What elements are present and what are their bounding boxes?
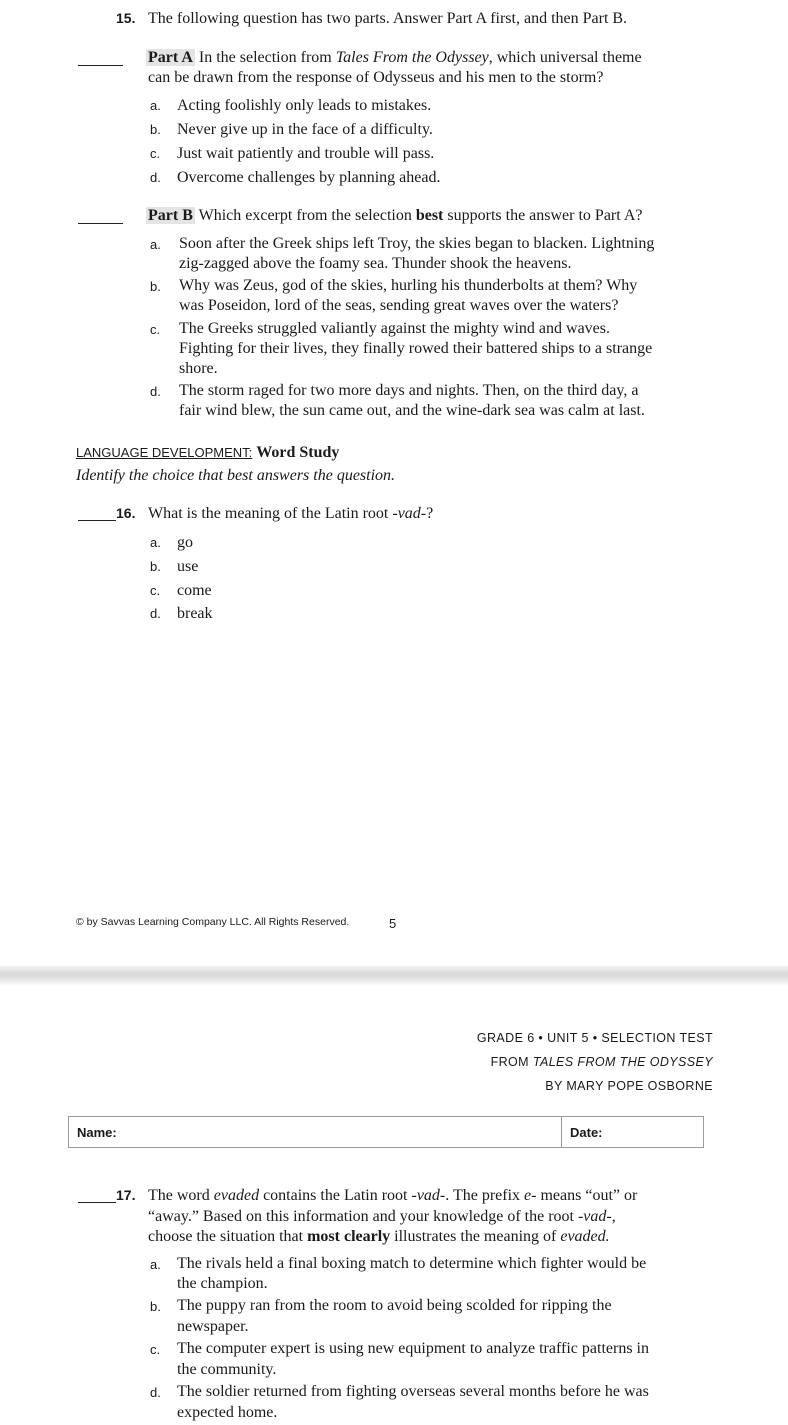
part-b-option-d-line2[interactable]: fair wind blew, the sun came out, and the wine-dark sea was calm at last. xyxy=(179,402,645,419)
section-instruction: Identify the choice that best answers the question. xyxy=(76,467,396,484)
q17-stem-line1 xyxy=(148,1186,637,1207)
q16-option-c[interactable]: come xyxy=(177,582,212,599)
part-a-option-d[interactable]: Overcome challenges by planning ahead. xyxy=(177,169,441,186)
q17-text: “away.” Based on this information and your knowledge of the root xyxy=(148,1208,578,1225)
part-b-prompt xyxy=(148,206,748,227)
option-letter: c. xyxy=(150,583,161,598)
q17-text: choose the situation that xyxy=(148,1228,308,1245)
faint-watermark xyxy=(28,62,146,108)
q17-option-a-line2[interactable]: the champion. xyxy=(177,1275,268,1292)
option-letter: d. xyxy=(150,1385,161,1400)
option-letter: b. xyxy=(150,279,161,294)
section-heading-caps: LANGUAGE DEVELOPMENT: xyxy=(76,445,253,460)
header-from: FROM xyxy=(490,1055,533,1069)
header-selection xyxy=(491,1055,713,1069)
q17-root: -vad- xyxy=(411,1187,446,1204)
part-a-book-title: Tales From the Odyssey xyxy=(335,49,489,66)
copyright-notice: © by Savvas Learning Company LLC. All Rights Reserved. xyxy=(76,916,350,928)
q17-option-c-line1[interactable]: The computer expert is using new equipment to analyze traffic patterns in xyxy=(177,1340,649,1357)
q16-option-a[interactable]: go xyxy=(177,534,193,551)
question-16-number: 16. xyxy=(116,505,136,521)
q17-option-c-line2[interactable]: the community. xyxy=(177,1361,277,1378)
q17-option-a-line1[interactable]: The rivals held a final boxing match to determine which fighter would be xyxy=(177,1255,647,1272)
part-b-option-a-line2[interactable]: zig-zagged above the foamy sea. Thunder shook the heavens. xyxy=(179,255,572,272)
q17-stem-line3 xyxy=(148,1227,610,1248)
question-16-stem xyxy=(148,504,433,525)
option-letter: d. xyxy=(150,170,161,185)
header-grade-unit: GRADE 6 • UNIT 5 • SELECTION TEST xyxy=(476,1031,713,1045)
question-15-number: 15. xyxy=(116,10,136,26)
part-b-option-c-line2[interactable]: Fighting for their lives, they finally rowed their battered ships to a strange xyxy=(179,340,653,357)
option-letter: d. xyxy=(150,606,161,621)
part-a-prompt xyxy=(148,48,748,69)
q17-option-b-line1[interactable]: The puppy ran from the room to avoid being scolded for ripping the xyxy=(177,1297,612,1314)
q17-stem-line2 xyxy=(148,1207,616,1228)
question-17-number: 17. xyxy=(116,1187,136,1203)
date-label: Date: xyxy=(570,1125,603,1140)
q16-root: -vad- xyxy=(392,505,427,522)
q17-option-d-line1[interactable]: The soldier returned from fighting overseas several months before he was xyxy=(177,1383,649,1400)
part-b-option-c-line1[interactable]: The Greeks struggled valiantly against the mighty wind and waves. xyxy=(179,320,611,337)
option-letter: c. xyxy=(150,1342,161,1357)
q17-option-d-line2[interactable]: expected home. xyxy=(177,1404,278,1421)
page-number: 5 xyxy=(389,916,397,931)
part-a-option-a[interactable]: Acting foolishly only leads to mistakes. xyxy=(177,97,432,114)
option-letter: c. xyxy=(150,322,161,337)
option-letter: c. xyxy=(150,146,161,161)
part-a-prompt-line2: can be drawn from the response of Odysseus and his men to the storm? xyxy=(148,69,604,86)
q17-root: -vad- xyxy=(577,1208,612,1225)
part-b-option-d-line1[interactable]: The storm raged for two more days and nights. Then, on the third day, a xyxy=(179,382,639,399)
q17-text: . The prefix xyxy=(445,1187,525,1204)
q16-stem-end: ? xyxy=(426,505,434,522)
part-b-text-2: supports the answer to Part A? xyxy=(443,207,643,224)
q17-bold: most clearly xyxy=(307,1228,391,1245)
q17-word: evaded. xyxy=(560,1228,610,1245)
question-15-stem: The following question has two parts. Answer Part A first, and then Part B. xyxy=(148,10,628,27)
q16-stem-text: What is the meaning of the Latin root xyxy=(148,505,393,522)
option-letter: a. xyxy=(150,1257,161,1272)
part-b-bold-word: best xyxy=(415,207,444,224)
answer-blank-15b[interactable] xyxy=(78,223,123,224)
answer-blank-15a[interactable] xyxy=(78,65,123,66)
section-heading-title: Word Study xyxy=(256,444,340,461)
option-letter: a. xyxy=(150,237,161,252)
q16-option-d[interactable]: break xyxy=(177,605,213,622)
q17-text: illustrates the meaning of xyxy=(390,1228,561,1245)
header-author: BY MARY POPE OSBORNE xyxy=(545,1079,713,1093)
answer-blank-17[interactable] xyxy=(78,1202,116,1203)
option-letter: a. xyxy=(150,535,161,550)
part-b-option-c-line3[interactable]: shore. xyxy=(179,360,218,377)
name-field[interactable] xyxy=(68,1116,562,1148)
option-letter: a. xyxy=(150,98,161,113)
part-a-text-1: In the selection from xyxy=(194,49,336,66)
section-heading xyxy=(76,443,339,464)
name-label: Name: xyxy=(77,1125,117,1140)
part-b-option-a-line1[interactable]: Soon after the Greek ships left Troy, the skies began to blacken. Lightning xyxy=(179,235,655,252)
q17-text: contains the Latin root xyxy=(259,1187,412,1204)
option-letter: d. xyxy=(150,384,161,399)
option-letter: b. xyxy=(150,559,161,574)
part-a-text-2: , which universal theme xyxy=(488,49,642,66)
part-b-label: Part B xyxy=(148,207,193,224)
q17-prefix: e- xyxy=(524,1187,537,1204)
q17-word: evaded xyxy=(213,1187,260,1204)
date-field[interactable] xyxy=(561,1116,704,1148)
header-title: TALES FROM THE ODYSSEY xyxy=(532,1055,713,1069)
part-a-option-b[interactable]: Never give up in the face of a difficulty. xyxy=(177,121,433,138)
part-b-option-b-line1[interactable]: Why was Zeus, god of the skies, hurling his thunderbolts at them? Why xyxy=(179,277,638,294)
q17-text: , xyxy=(611,1208,616,1225)
q16-option-b[interactable]: use xyxy=(177,558,199,575)
part-b-option-b-line2[interactable]: was Poseidon, lord of the seas, sending great waves over the waters? xyxy=(179,297,619,314)
part-a-label: Part A xyxy=(148,49,193,66)
option-letter: b. xyxy=(150,1299,161,1314)
part-b-text-1: Which excerpt from the selection xyxy=(194,207,416,224)
q17-text: The word xyxy=(148,1187,214,1204)
part-a-option-c[interactable]: Just wait patiently and trouble will pass. xyxy=(177,145,435,162)
answer-blank-16[interactable] xyxy=(78,520,116,521)
q17-text: means “out” or xyxy=(536,1187,638,1204)
page-separator xyxy=(0,966,788,986)
option-letter: b. xyxy=(150,122,161,137)
q17-option-b-line2[interactable]: newspaper. xyxy=(177,1318,249,1335)
